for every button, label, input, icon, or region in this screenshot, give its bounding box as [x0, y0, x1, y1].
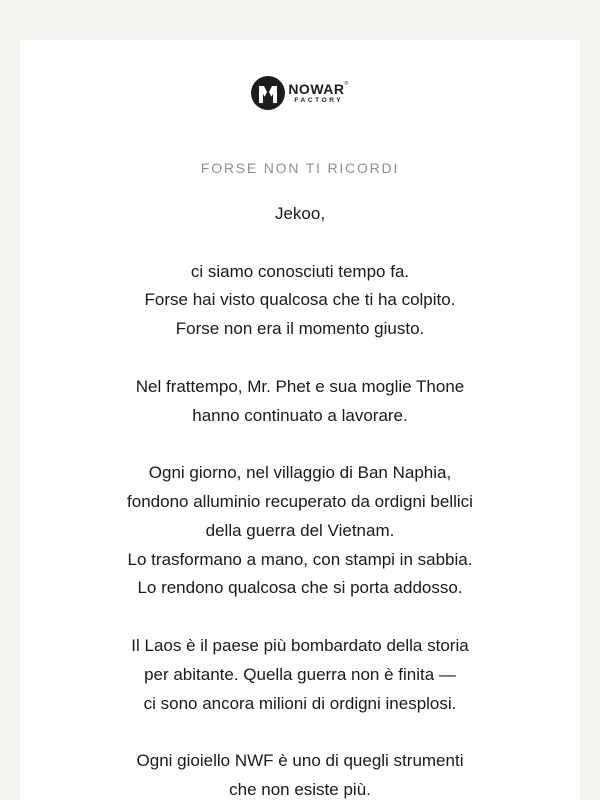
body-line: fondono alluminio recuperato da ordigni bellici [127, 491, 473, 511]
paragraph-1 [20, 258, 580, 344]
nowar-factory-logo-icon [251, 76, 285, 110]
body-line: per abitante. Quella guerra non è finita — [144, 664, 456, 684]
body-line: hanno continuato a lavorare. [192, 405, 408, 425]
brand-logo[interactable] [20, 76, 580, 110]
greeting [20, 200, 580, 229]
body-line: Forse hai visto qualcosa che ti ha colpito. [144, 290, 456, 310]
paragraph-2 [20, 373, 580, 431]
body-line: Ogni giorno, nel villaggio di Ban Naphia, [148, 463, 452, 483]
body-line: della guerra del Vietnam. [205, 520, 395, 540]
paragraph-3 [20, 459, 580, 603]
body-line: Nel frattempo, Mr. Phet e sua moglie Thone [135, 376, 465, 396]
trademark-symbol: ® [344, 80, 349, 87]
email-card [20, 40, 580, 800]
email-body [20, 200, 580, 800]
greeting-text: Jekoo, [274, 204, 326, 223]
body-line: Ogni gioiello NWF è uno di quegli strumenti [136, 751, 464, 771]
body-line: Lo trasformano a mano, con stampi in sabbia. [127, 549, 473, 569]
body-line: ci siamo conosciuti tempo fa. [190, 261, 410, 281]
body-line: che non esiste più. [229, 779, 371, 799]
body-line: Lo rendono qualcosa che si porta addosso. [137, 578, 463, 598]
paragraph-4 [20, 632, 580, 718]
brand-name-text: NOWAR [288, 80, 345, 97]
brand-wordmark [288, 82, 348, 105]
brand-name [288, 82, 348, 96]
body-line: Forse non era il momento giusto. [175, 319, 425, 339]
brand-subname: FACTORY [294, 96, 344, 104]
body-line: Il Laos è il paese più bombardato della storia [131, 635, 469, 655]
body-line: ci sono ancora milioni di ordigni inesplosi. [143, 693, 457, 713]
paragraph-5 [20, 747, 580, 800]
email-eyebrow-heading: FORSE NON TI RICORDI [200, 160, 400, 176]
